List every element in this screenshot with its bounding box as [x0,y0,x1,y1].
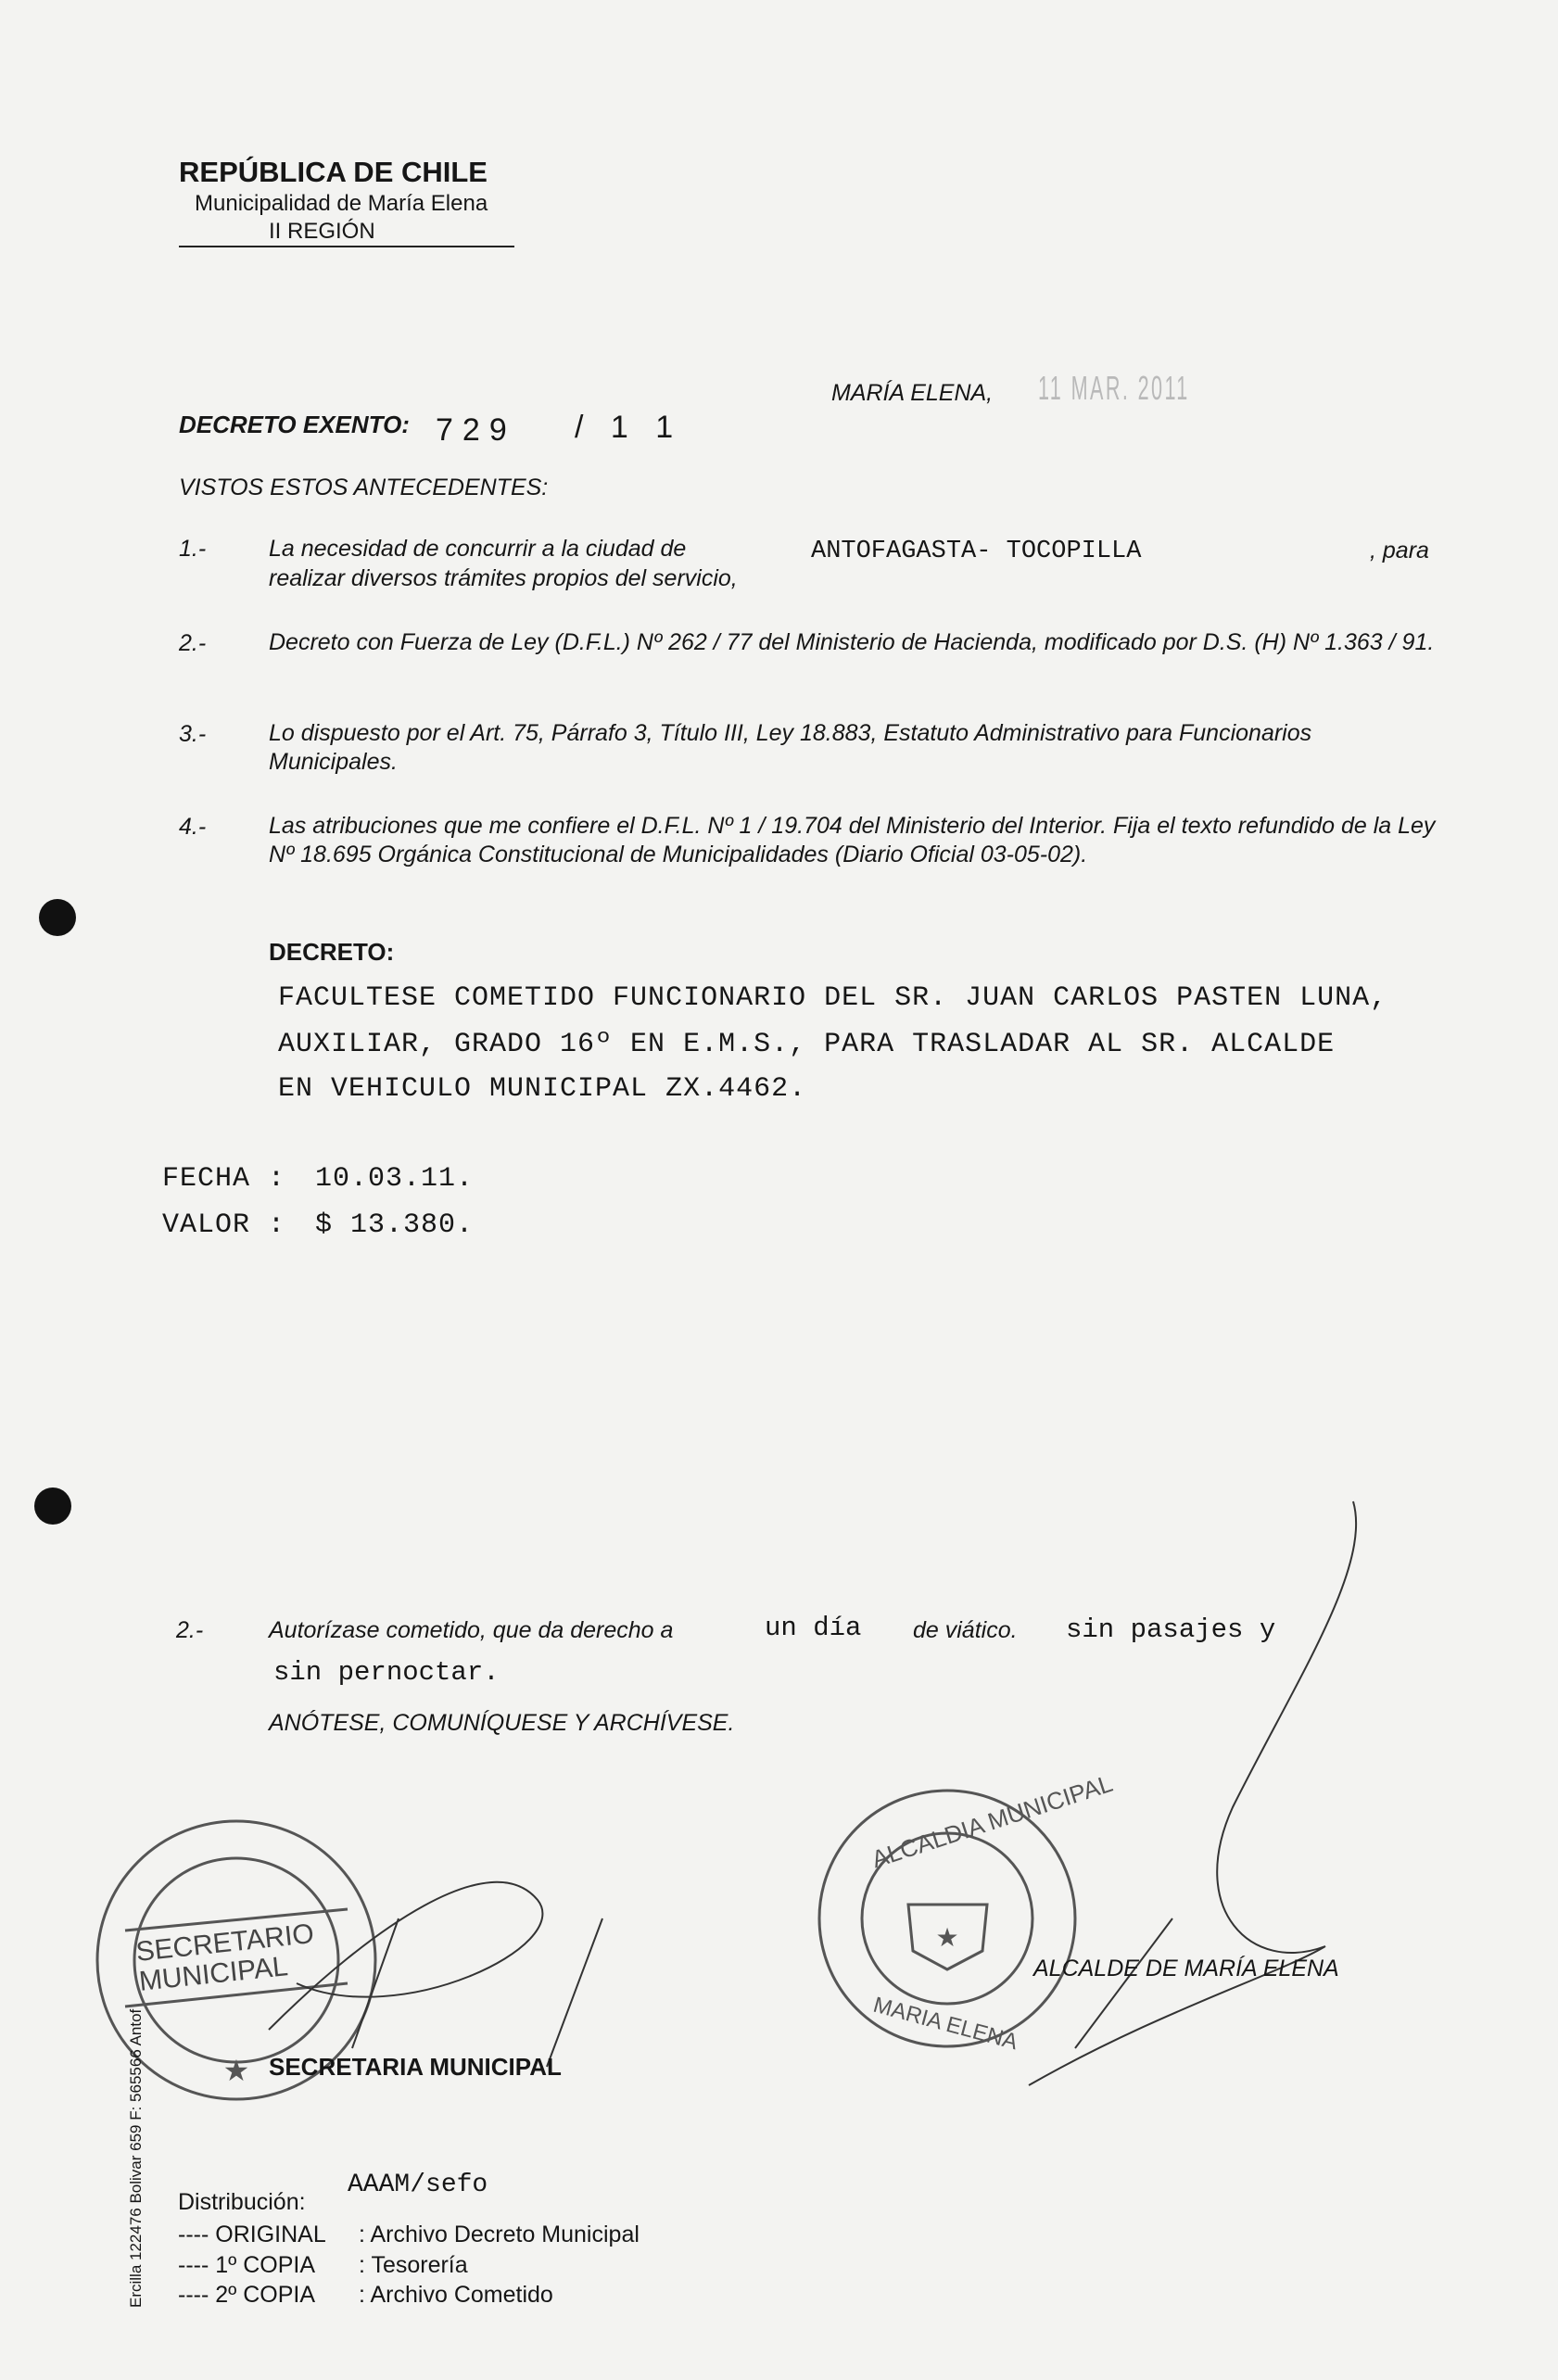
header-country: REPÚBLICA DE CHILE [179,156,488,188]
fecha-label: FECHA : [162,1163,286,1195]
item-text-line2: realizar diversos trámites propios del servicio, [269,565,738,591]
place-label: MARÍA ELENA, [831,380,994,406]
distribution-copy: ---- 1º COPIA [178,2252,316,2278]
item-text: Decreto con Fuerza de Ley (D.F.L.) Nº 262 / 77 del Ministerio de Hacienda, modificado por D.S. (H) Nº 1.363 / 91. [269,629,1435,655]
viatico-amount: un día [765,1613,862,1643]
item-text: La necesidad de concurrir a la ciudad de [269,536,687,562]
mayor-signature [1020,1492,1372,2095]
seal-top-text: ALCALDIA MUNICIPAL [868,1768,1117,1874]
header-divider [179,246,514,247]
item-suffix: , para [1370,538,1429,563]
binder-hole [39,899,76,936]
seal-center-text: SECRETARIO MUNICIPAL [134,1918,316,1997]
item-number: 1.- [179,536,207,562]
destination: ANTOFAGASTA- TOCOPILLA [811,538,1142,565]
item-text: Las atribuciones que me confiere el D.F.L. Nº 1 / 19.704 del Ministerio del Interior. Fija el texto refundido de la Ley Nº 18.695 Orgánica Constitucional de Municipalidades (Diario Oficial 03-05-02). [269,813,1436,867]
initials: AAAM/sefo [348,2171,488,2199]
distribution-title: Distribución: [178,2189,306,2215]
valor-label: VALOR : [162,1209,286,1241]
closing-text: ANÓTESE, COMUNÍQUESE Y ARCHÍVESE. [269,1710,735,1736]
decree-year: / 1 1 [575,410,683,445]
date-stamp: 11 MAR. 2011 [1038,369,1190,407]
distribution-dest: : Tesorería [359,2252,468,2278]
secretary-signature [260,1844,612,2076]
distribution-dest: : Archivo Cometido [359,2282,553,2308]
secretary-title: SECRETARIA MUNICIPAL [269,2053,562,2081]
svg-text:★: ★ [222,2054,250,2087]
item-number: 4.- [179,814,207,840]
binder-hole [34,1488,71,1525]
autorizase-extra: sin pasajes y [1066,1614,1276,1645]
item-number: 2.- [179,630,207,656]
item-number: 3.- [179,721,207,747]
autorizase-mid: de viático. [913,1617,1018,1643]
decreto-line: FACULTESE COMETIDO FUNCIONARIO DEL SR. JUAN CARLOS PASTEN LUNA, [278,982,1388,1014]
decreto-title: DECRETO: [269,938,395,966]
decree-label: DECRETO EXENTO: [179,411,410,438]
header-municipality: Municipalidad de María Elena [195,191,488,216]
fecha-value: 10.03.11. [315,1163,475,1195]
autorizase-extra-line2: sin pernoctar. [273,1657,500,1688]
mayor-title: ALCALDE DE MARÍA ELENA [1033,1956,1339,1981]
valor-value: $ 13.380. [315,1209,475,1241]
item-text: Lo dispuesto por el Art. 75, Párrafo 3, Título III, Ley 18.883, Estatuto Administrativo para Funcionarios Municipales. [269,720,1312,775]
autorizase-text: Autorízase cometido, que da derecho a [269,1617,674,1643]
vistos-title: VISTOS ESTOS ANTECEDENTES: [179,475,549,500]
header-region: II REGIÓN [269,219,375,244]
decreto-line: AUXILIAR, GRADO 16º EN E.M.S., PARA TRASLADAR AL SR. ALCALDE [278,1029,1336,1060]
distribution-dest: : Archivo Decreto Municipal [359,2222,640,2247]
distribution-copy: ---- ORIGINAL [178,2222,326,2247]
decreto-line: EN VEHICULO MUNICIPAL ZX.4462. [278,1073,807,1105]
seal-bottom-text: MARIA ELENA [870,1992,1020,2056]
printer-note: Ercilla 122476 Bolivar 659 F: 565566 Antof [127,2008,145,2308]
distribution-copy: ---- 2º COPIA [178,2282,316,2308]
svg-text:★: ★ [935,1923,959,1952]
decree-number: 729 [436,412,516,448]
autorizase-number: 2.- [176,1617,204,1643]
